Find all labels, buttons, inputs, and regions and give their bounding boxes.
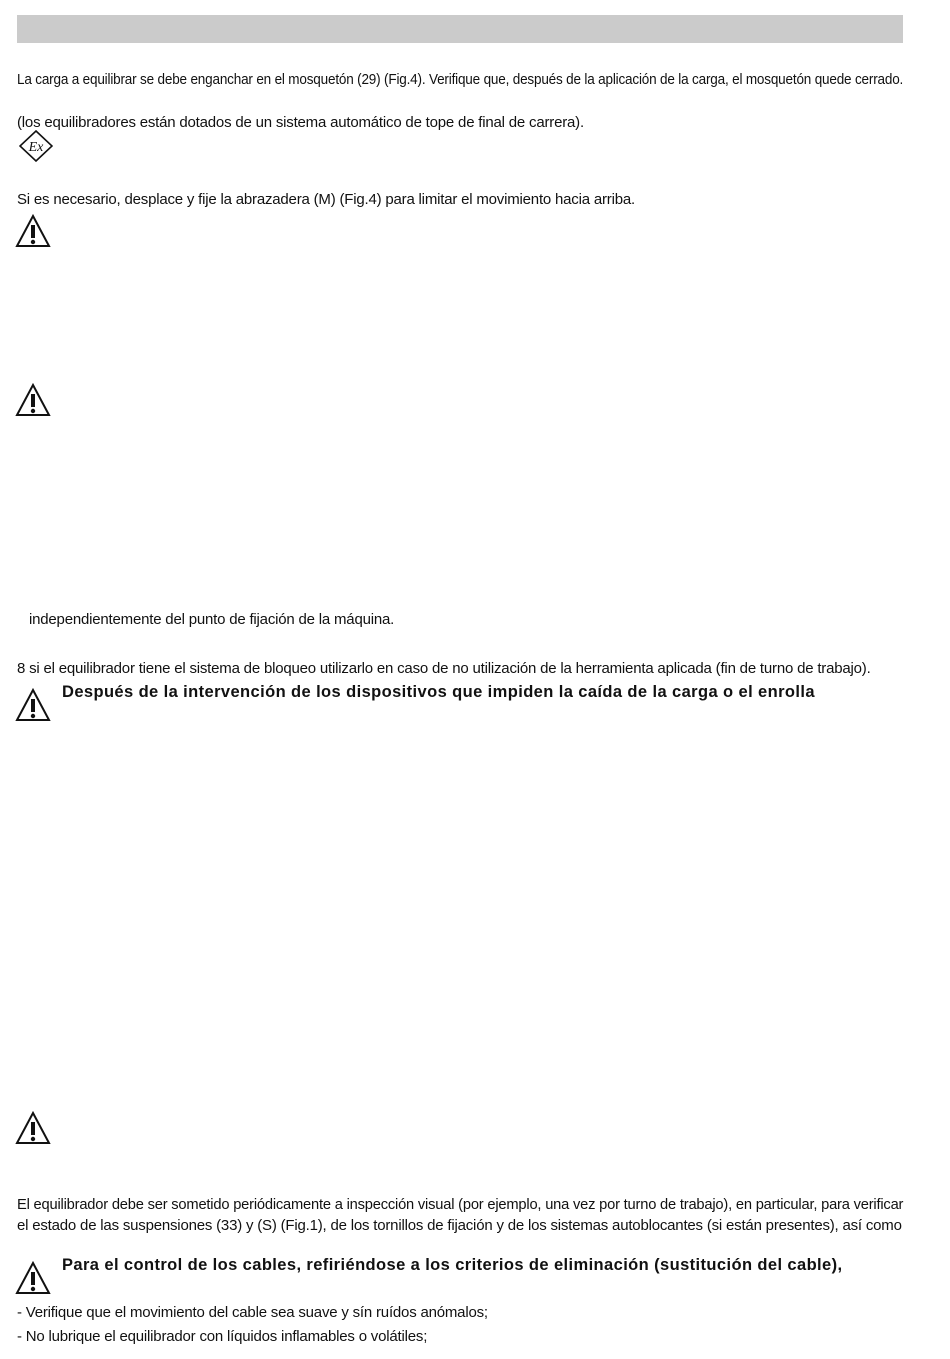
header-bar xyxy=(17,15,903,43)
paragraph-fixing-point: independientemente del punto de fijación de la máquina. xyxy=(29,611,395,628)
warning-triangle-icon xyxy=(15,383,51,417)
paragraph-clamp: Si es necesario, desplace y fije la abrazadera (M) (Fig.4) para limitar el movimiento hacia arriba. xyxy=(17,191,635,208)
paragraph-limit-stop: (los equilibradores están dotados de un sistema automático de tope de final de carrera). xyxy=(17,114,584,131)
warning-heading-fall-devices: Después de la intervención de los dispositivos que impiden la caída de la carga o el enrolla xyxy=(62,683,815,701)
list-item-cable-movement: - Verifique que el movimiento del cable sea suave y sín ruídos anómalos; xyxy=(17,1304,488,1321)
paragraph-load-hook: La carga a equilibrar se debe enganchar en el mosquetón (29) (Fig.4). Verifique que, después de la aplicación de la carga, el mosquetón quede cerrado. xyxy=(17,71,904,88)
warning-triangle-icon xyxy=(15,1261,51,1295)
ex-atex-icon xyxy=(19,130,53,162)
warning-triangle-icon xyxy=(15,1111,51,1145)
svg-text:Ex: Ex xyxy=(28,140,44,155)
paragraph-lock-system: 8 si el equilibrador tiene el sistema de bloqueo utilizarlo en caso de no utilización de la herramienta aplicada (fin de turno de trabajo). xyxy=(17,660,871,677)
paragraph-inspection-1: El equilibrador debe ser sometido periódicamente a inspección visual (por ejemplo, una vez por turno de trabajo), en particular, para verificar xyxy=(17,1196,904,1213)
list-item-no-lubricate: - No lubrique el equilibrador con líquidos inflamables o volátiles; xyxy=(17,1328,428,1345)
warning-heading-cable-control: Para el control de los cables, refiriéndose a los criterios de eliminación (sustitución del cable), xyxy=(62,1256,843,1274)
paragraph-inspection-2: el estado de las suspensiones (33) y (S) (Fig.1), de los tornillos de fijación y de los sistemas autoblocantes (si están presentes), así como xyxy=(17,1217,902,1234)
warning-triangle-icon xyxy=(15,214,51,248)
warning-triangle-icon xyxy=(15,688,51,722)
